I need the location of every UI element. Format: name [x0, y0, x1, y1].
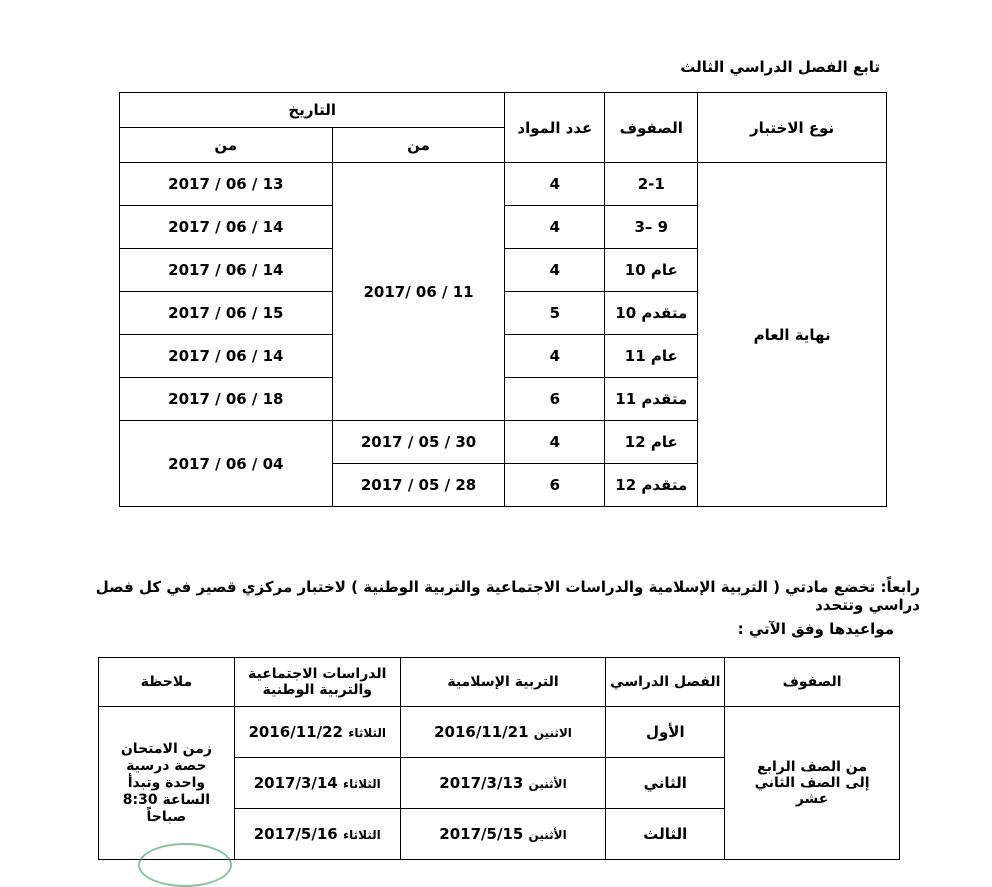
- islamic-header: التربية الإسلامية: [400, 658, 606, 707]
- stamp-seal: [138, 843, 232, 887]
- day-label: الأثنين: [528, 828, 567, 842]
- count-cell: 6: [505, 378, 605, 421]
- exam-type-value: نهاية العام: [698, 163, 887, 507]
- grade-cell: 12 عام: [605, 421, 698, 464]
- from-header-2: من: [332, 128, 505, 163]
- count-cell: 4: [505, 163, 605, 206]
- paragraph-4: رابعاً: تخضع مادتي ( التربية الإسلامية والدراسات الاجتماعية والتربية الوطنية ) لاختبار مركزي قصير في كل فصل دراسي وتتحدد: [95, 578, 920, 614]
- day-label: الاثنين: [533, 726, 572, 740]
- merged-from-date: 2017/ 06 / 11: [332, 163, 505, 421]
- grade-cell: 10 عام: [605, 249, 698, 292]
- section-heading: تابع الفصل الدراسي الثالث: [680, 58, 880, 76]
- grade-cell: 10 متقدم: [605, 292, 698, 335]
- date-cell: 2017 / 06 / 18: [120, 378, 333, 421]
- grade-cell: 2-1: [605, 163, 698, 206]
- date-header: التاريخ: [120, 93, 505, 128]
- term-cell: الثاني: [606, 758, 725, 809]
- islamic-date-cell: [400, 758, 606, 809]
- count-cell: 4: [505, 206, 605, 249]
- day-label: الثلاثاء: [348, 726, 386, 740]
- grade-cell: 11 متقدم: [605, 378, 698, 421]
- date-cell: 2017 / 06 / 15: [120, 292, 333, 335]
- grades-header: الصفوف: [725, 658, 900, 707]
- from-date-cell: 2017 / 05 / 28: [332, 464, 505, 507]
- date-value: 2017/5/16: [253, 825, 338, 843]
- count-cell: 4: [505, 335, 605, 378]
- social-date-cell: [234, 707, 400, 758]
- subject-count-header: عدد المواد: [505, 93, 605, 163]
- short-exam-schedule-table: [98, 657, 900, 860]
- term-cell: الأول: [606, 707, 725, 758]
- date-cell: 2017 / 06 / 13: [120, 163, 333, 206]
- merged-date-grade-12: 2017 / 06 / 04: [120, 421, 333, 507]
- note-value: زمن الامتحان حصة درسية واحدة وتبدأ الساعة 8:30 صباحاً: [99, 707, 235, 860]
- final-exam-schedule-table: [119, 92, 887, 507]
- islamic-date-cell: [400, 707, 606, 758]
- day-label: الثلاثاء: [342, 828, 381, 842]
- paragraph-4-continued: مواعيدها وفق الآتي :: [737, 620, 894, 638]
- from-date-cell: 2017 / 05 / 30: [332, 421, 505, 464]
- date-cell: 2017 / 06 / 14: [120, 335, 333, 378]
- table-row: [99, 707, 900, 758]
- grades-header: الصفوف: [605, 93, 698, 163]
- grade-cell: 3– 9: [605, 206, 698, 249]
- grade-cell: 12 متقدم: [605, 464, 698, 507]
- date-cell: 2017 / 06 / 14: [120, 249, 333, 292]
- grades-value: من الصف الرابع إلى الصف الثاني عشر: [725, 707, 900, 860]
- day-label: الأثنين: [528, 777, 567, 791]
- date-value: 2016/11/21: [434, 723, 529, 741]
- day-label: الثلاثاء: [342, 777, 381, 791]
- count-cell: 4: [505, 249, 605, 292]
- date-value: 2016/11/22: [248, 723, 343, 741]
- exam-type-header: نوع الاختبار: [698, 93, 887, 163]
- date-cell: 2017 / 06 / 14: [120, 206, 333, 249]
- from-header-1: من: [120, 128, 333, 163]
- note-header: ملاحظة: [99, 658, 235, 707]
- term-cell: الثالث: [606, 809, 725, 860]
- term-header: الفصل الدراسي: [606, 658, 725, 707]
- date-value: 2017/3/13: [439, 774, 524, 792]
- date-value: 2017/5/15: [439, 825, 524, 843]
- date-value: 2017/3/14: [253, 774, 338, 792]
- grade-cell: 11 عام: [605, 335, 698, 378]
- social-date-cell: [234, 758, 400, 809]
- social-date-cell: [234, 809, 400, 860]
- table-row: [120, 163, 887, 206]
- count-cell: 4: [505, 421, 605, 464]
- count-cell: 6: [505, 464, 605, 507]
- social-studies-header: الدراسات الاجتماعية والتربية الوطنية: [234, 658, 400, 707]
- count-cell: 5: [505, 292, 605, 335]
- islamic-date-cell: [400, 809, 606, 860]
